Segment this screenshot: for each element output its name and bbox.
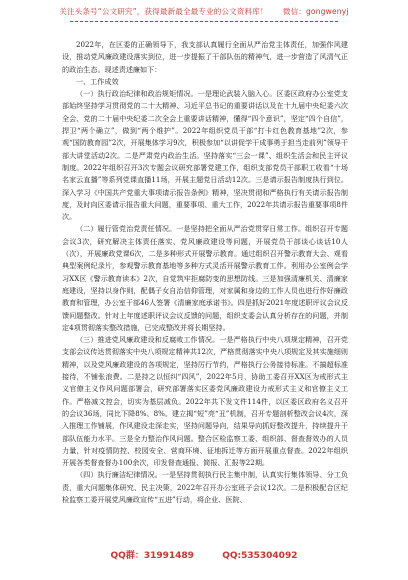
subsection-2-title: （二）履行管党治党责任情况。: [76, 224, 177, 234]
subsection-4-text: 一是坚持贯彻执行民主集中制，认真实行集体领导、分工负责，重大问题集体研究、民主决策，2022年召开办公室班子会议12次。二是积极配合区纪检监察工委开展党风廉政宣传“五进”行动，将企业、医院、: [62, 470, 349, 504]
subsection-3-text: 一是严格执行中央八项规定精神，召开党支部会议传达贯彻落实中央八项规定精神共12次，严格贯彻落实中央八项规定及其实施细则精神，以及党风廉政建设的各项规定，坚持厉行节约，严格执行公务接待标准。不搞超标准接待，不铺张浪费。二是持之以恒纠“四风”，2022年5月，协助工委召开XX区为戒形式主义官僚主义作风问题部署会，研究部署落实区委党风廉政建设力戒形式主义和官僚主义工作。严格减文控会，切实为基层减负。2022年共下发文件114件，以区委区政府名义召开的会议36场，同比下降8%、8%。建立揭“短”亮“丑”机制，召开专题剖析整改会议4次，深入推理工作铺展，作风建设走深走实，坚持问题导向，结果导向抓好整改提升，持续提升干部队伍能力水平。三是全力整治作风问题。整合区检监察工委、组织部、督查督效办的人员力量，针对疫情防控、校园安全、营商环境、征地拆迁等方面开展重点督查。2022年组织开展各类督查督办100余次，印发督查通报、简报、汇报等22期。: [62, 335, 349, 468]
section-heading-work-results: 一、工作成效: [76, 76, 119, 86]
subsection-4-title: （四）执行廉洁纪律情况。: [76, 470, 162, 480]
header-divider: [70, 21, 338, 22]
header-banner: [0, 6, 408, 17]
subsection-3-paragraph: [62, 334, 348, 469]
footer-qq-group: QQ群：31991489: [110, 551, 194, 561]
footer-banner: [0, 548, 408, 561]
intro-paragraph: 2022年，在区委的正确领导下，我支部认真履行全面从严治党主体责任，加强作风建设，推动党风廉政建设落实到位，进一步提振了干部队伍的精神气，进一步营造了风清气正的政治生态。现述责述廉如下：: [62, 40, 348, 74]
subsection-2-paragraph: [62, 223, 348, 334]
subsection-1-title: （一）执行政治纪律和政治规矩情况。: [76, 89, 198, 99]
subsection-1-text: 一是理论武装入脑入心。区委区政府办公室党支部始终坚持学习贯彻党的二十大精神、习近平总书记的重要讲话以及在十九届中央纪委六次全会、党的二十届中央纪委二次全会上重要讲话精神，懂得“四个意识”，坚定“四个自信”，捍卫“两个确立”，做到“两个维护”。2022年组织党员干部“打卡红色教育基地”2次，参观“国防教育园”2次，开展集体学习9次，积极参加“以讲促学干成事勇于担当走前列”领导干部大讲堂活动2次。二是严肃党内政治生活。坚持落实“三会一课”、组织生活会和民主评议制度。2022年组织召开3次专题会议研究部署党建工作，组织支部党员干部职工收看“十场名家云直播”等系列党课直播11场，开展主题党日活动12次。三是请示报告制度执行到位。深入学习《中国共产党重大事项请示报告条例》精神，坚决贯彻和严格执行有关请示报告制度，及时向区委请示报告重大问题，重要事项、重大工作，2022年共请示报告重要事项8件次。: [62, 89, 349, 222]
footer-qq-number: QQ:535304092: [222, 551, 298, 561]
header-promo-text: 关注头条号“公文研究”，获得最新最全最专业的公文资料库！: [59, 7, 268, 16]
subsection-2-text: 一是坚持把全面从严治党贯穿日常工作。组织召开专题会议3次，研究解决主体责任落实、党风廉政建设等问题，开展党员干部谈心谈话10人（次），开展廉政党课6次，二是多种形式开展警示教育。通过组织召开警示教育大会、观看典型案例纪录片，参观警示教育基地等多种方式灵活开展警示教育工作。利用办公室例会学习XX区《警示教育读本》2次，自觉筑牢拒腐防变的思想防线。三是加强清廉机关、清廉家庭建设，坚持以身作则，配偶子女自治信仰管理，对家属和身边的工作人员也进行作好廉政教育和管理，办公室干部46人签署《清廉家庭承诺书》。四是抓好2021年度述职评议会议反馈问题整改。针对上年度述职评议会议反馈的问题，组织支委会认真分析存在的问题，并制定4项贯彻落实整改措施，已完成整改并将长期坚持。: [62, 224, 348, 332]
subsection-4-paragraph: [62, 469, 348, 506]
subsection-1-paragraph: [62, 88, 348, 223]
header-wechat-id: 微信：gongwenyj: [282, 7, 349, 16]
subsection-3-title: （三）推进党风廉政建设和反腐败工作情况。: [76, 335, 220, 345]
document-body: [62, 39, 348, 506]
